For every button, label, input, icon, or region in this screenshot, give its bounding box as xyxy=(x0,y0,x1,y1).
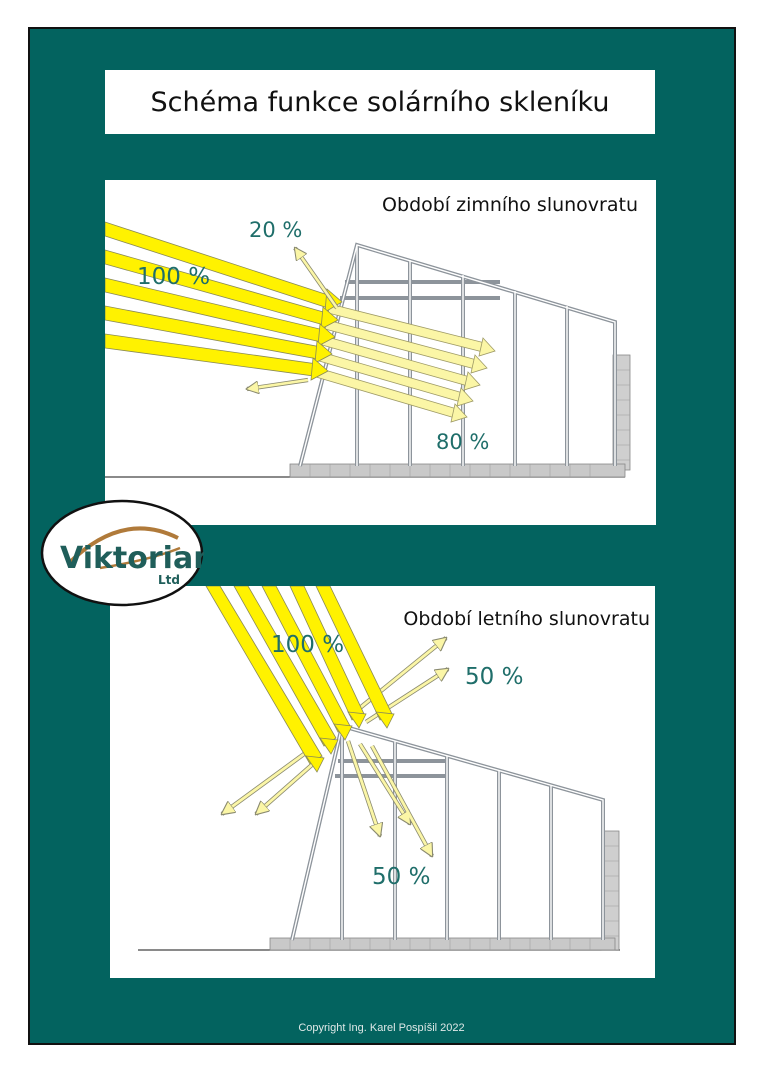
foundation xyxy=(270,938,615,950)
winter-reflected-label: 20 % xyxy=(249,218,303,242)
copyright-text: Copyright Ing. Karel Pospíšil 2022 xyxy=(298,1022,465,1034)
winter-diagram-svg xyxy=(105,180,656,525)
summer-reflected-label: 50 % xyxy=(465,664,524,690)
winter-transmitted-label: 80 % xyxy=(436,430,490,454)
winter-heading: Období zimního slunovratu xyxy=(382,194,638,216)
winter-diagram xyxy=(105,180,656,525)
summer-diagram xyxy=(110,586,655,978)
foundation xyxy=(290,464,625,477)
page-title: Schéma funkce solárního skleníku xyxy=(150,86,610,118)
title-box xyxy=(105,70,655,134)
viktorian-logo xyxy=(40,498,204,608)
summer-heading: Období letního slunovratu xyxy=(403,608,650,630)
summer-incoming-label: 100 % xyxy=(271,632,345,658)
logo-svg xyxy=(40,498,204,608)
winter-incoming-label: 100 % xyxy=(137,264,211,290)
reflected-arrow-bottom xyxy=(247,380,308,389)
incoming-beams xyxy=(105,222,331,376)
logo-main-text: Viktorian xyxy=(60,541,204,576)
transmitted-arrow-2 xyxy=(360,744,410,824)
logo-sub-text: Ltd xyxy=(158,573,180,587)
summer-transmitted-label: 50 % xyxy=(372,864,431,890)
incoming-beams xyxy=(206,586,392,764)
summer-diagram-svg xyxy=(110,586,655,978)
